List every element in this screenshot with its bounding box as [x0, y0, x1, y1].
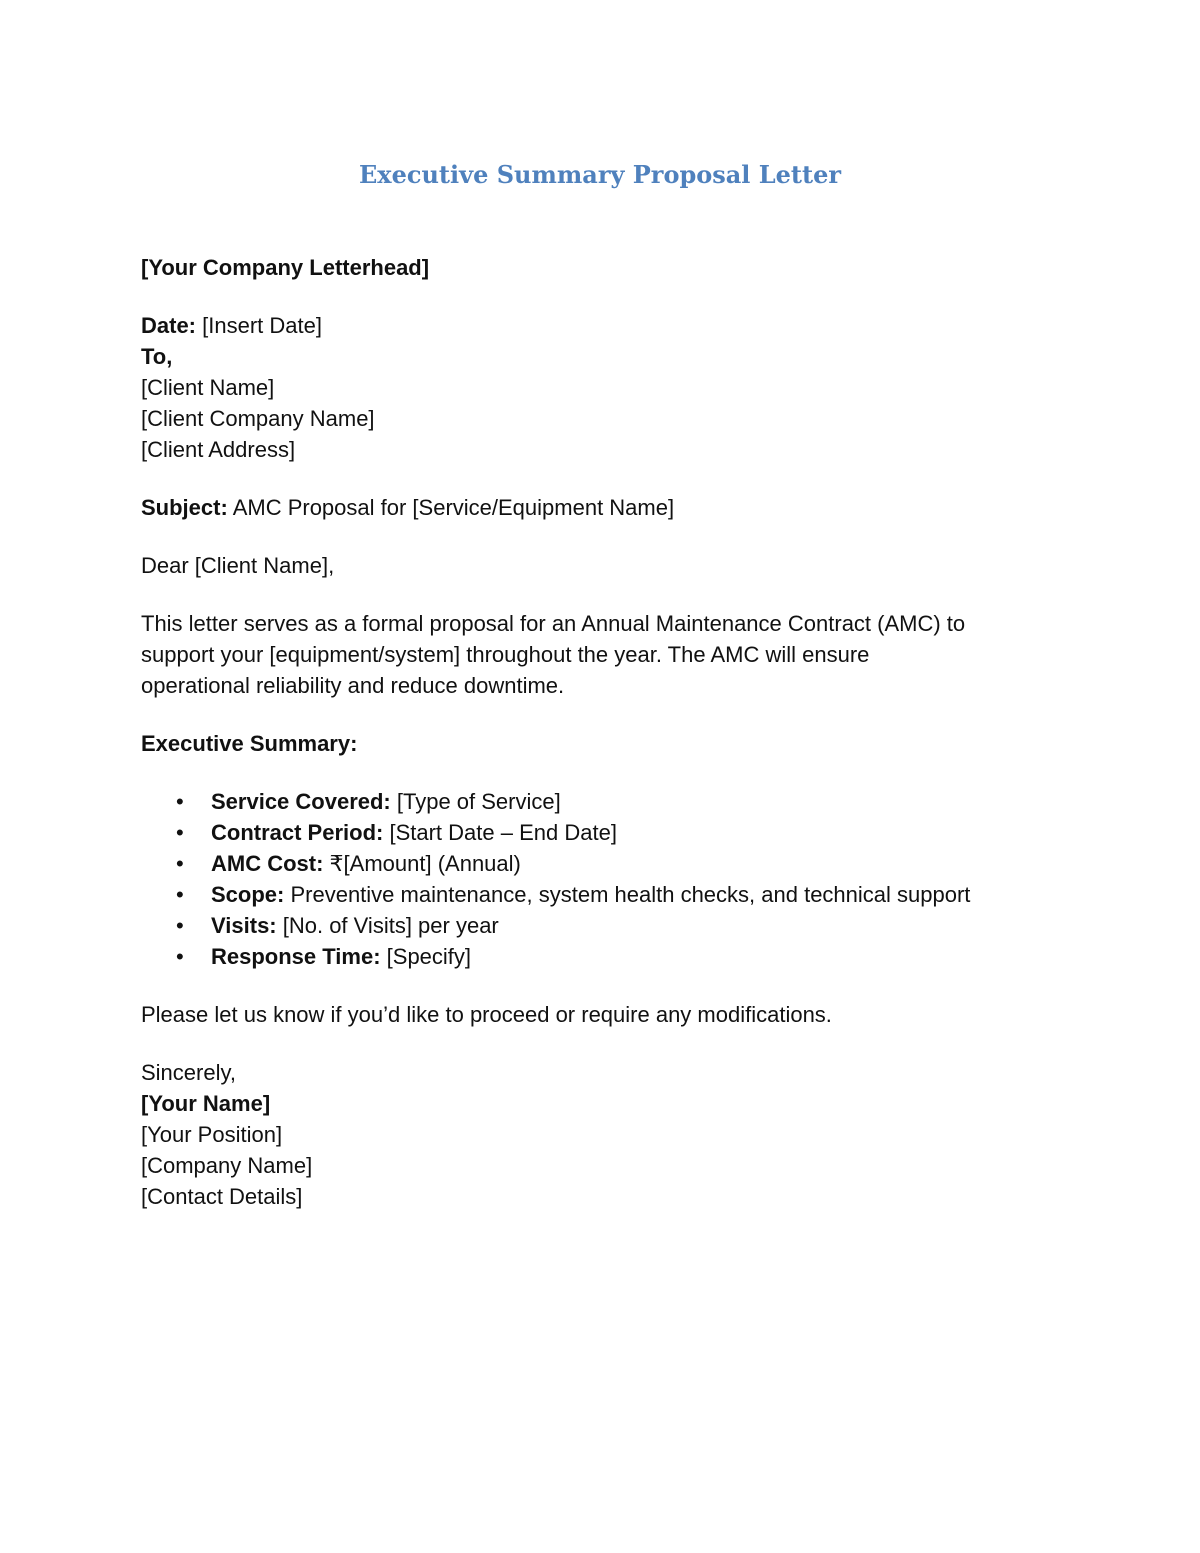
- list-item: [141, 786, 1041, 817]
- bullet-icon: •: [176, 820, 184, 845]
- client-name: [Client Name]: [141, 375, 275, 400]
- list-item: [141, 817, 1041, 848]
- to-label: To,: [141, 344, 173, 369]
- list-item: [141, 910, 1041, 941]
- signer-company: [Company Name]: [141, 1153, 313, 1178]
- signer-position: [Your Position]: [141, 1122, 283, 1147]
- document-title: Executive Summary Proposal Letter: [358, 160, 842, 189]
- letter-body: [141, 252, 1041, 1212]
- bullet-icon: •: [176, 913, 184, 938]
- summary-list: [141, 786, 1041, 972]
- list-item: [141, 848, 1041, 879]
- intro-line: This letter serves as a formal proposal for an Annual Maintenance Contract (AMC) to: [141, 611, 966, 636]
- subject-line: [141, 492, 1041, 523]
- date-value: [Insert Date]: [196, 313, 322, 338]
- bullet-icon: •: [176, 851, 184, 876]
- intro-line: operational reliability and reduce downtime.: [141, 673, 565, 698]
- date-label: Date:: [141, 313, 197, 338]
- item-label: AMC Cost:: [211, 851, 324, 876]
- item-value: [Start Date – End Date]: [383, 820, 617, 845]
- item-label: Service Covered:: [211, 789, 391, 814]
- bullet-icon: •: [176, 789, 184, 814]
- bullet-icon: •: [176, 944, 184, 969]
- intro-line: support your [equipment/system] throughout the year. The AMC will ensure: [141, 642, 870, 667]
- letterhead: [Your Company Letterhead]: [141, 255, 430, 280]
- summary-heading: Executive Summary:: [141, 731, 358, 756]
- item-value: [Type of Service]: [390, 789, 561, 814]
- bullet-icon: •: [176, 882, 184, 907]
- intro-paragraph: [141, 608, 1041, 701]
- item-value: [Specify]: [380, 944, 472, 969]
- subject-value: AMC Proposal for [Service/Equipment Name]: [227, 495, 675, 520]
- client-address: [Client Address]: [141, 437, 296, 462]
- item-label: Contract Period:: [211, 820, 384, 845]
- signer-contact: [Contact Details]: [141, 1184, 303, 1209]
- client-company-name: [Client Company Name]: [141, 406, 375, 431]
- item-label: Response Time:: [211, 944, 381, 969]
- item-value: ₹[Amount] (Annual): [323, 851, 521, 876]
- salutation: Dear [Client Name],: [141, 553, 335, 578]
- list-item: [141, 941, 1041, 972]
- date-line: [141, 310, 1041, 341]
- item-value: Preventive maintenance, system health checks, and technical support: [284, 882, 971, 907]
- item-label: Scope:: [211, 882, 285, 907]
- valediction: Sincerely,: [141, 1060, 236, 1085]
- item-value: [No. of Visits] per year: [276, 913, 499, 938]
- list-item: [141, 879, 1041, 910]
- subject-label: Subject:: [141, 495, 228, 520]
- item-label: Visits:: [211, 913, 277, 938]
- signer-name: [Your Name]: [141, 1091, 271, 1116]
- closing-request: Please let us know if you’d like to proceed or require any modifications.: [141, 1002, 832, 1027]
